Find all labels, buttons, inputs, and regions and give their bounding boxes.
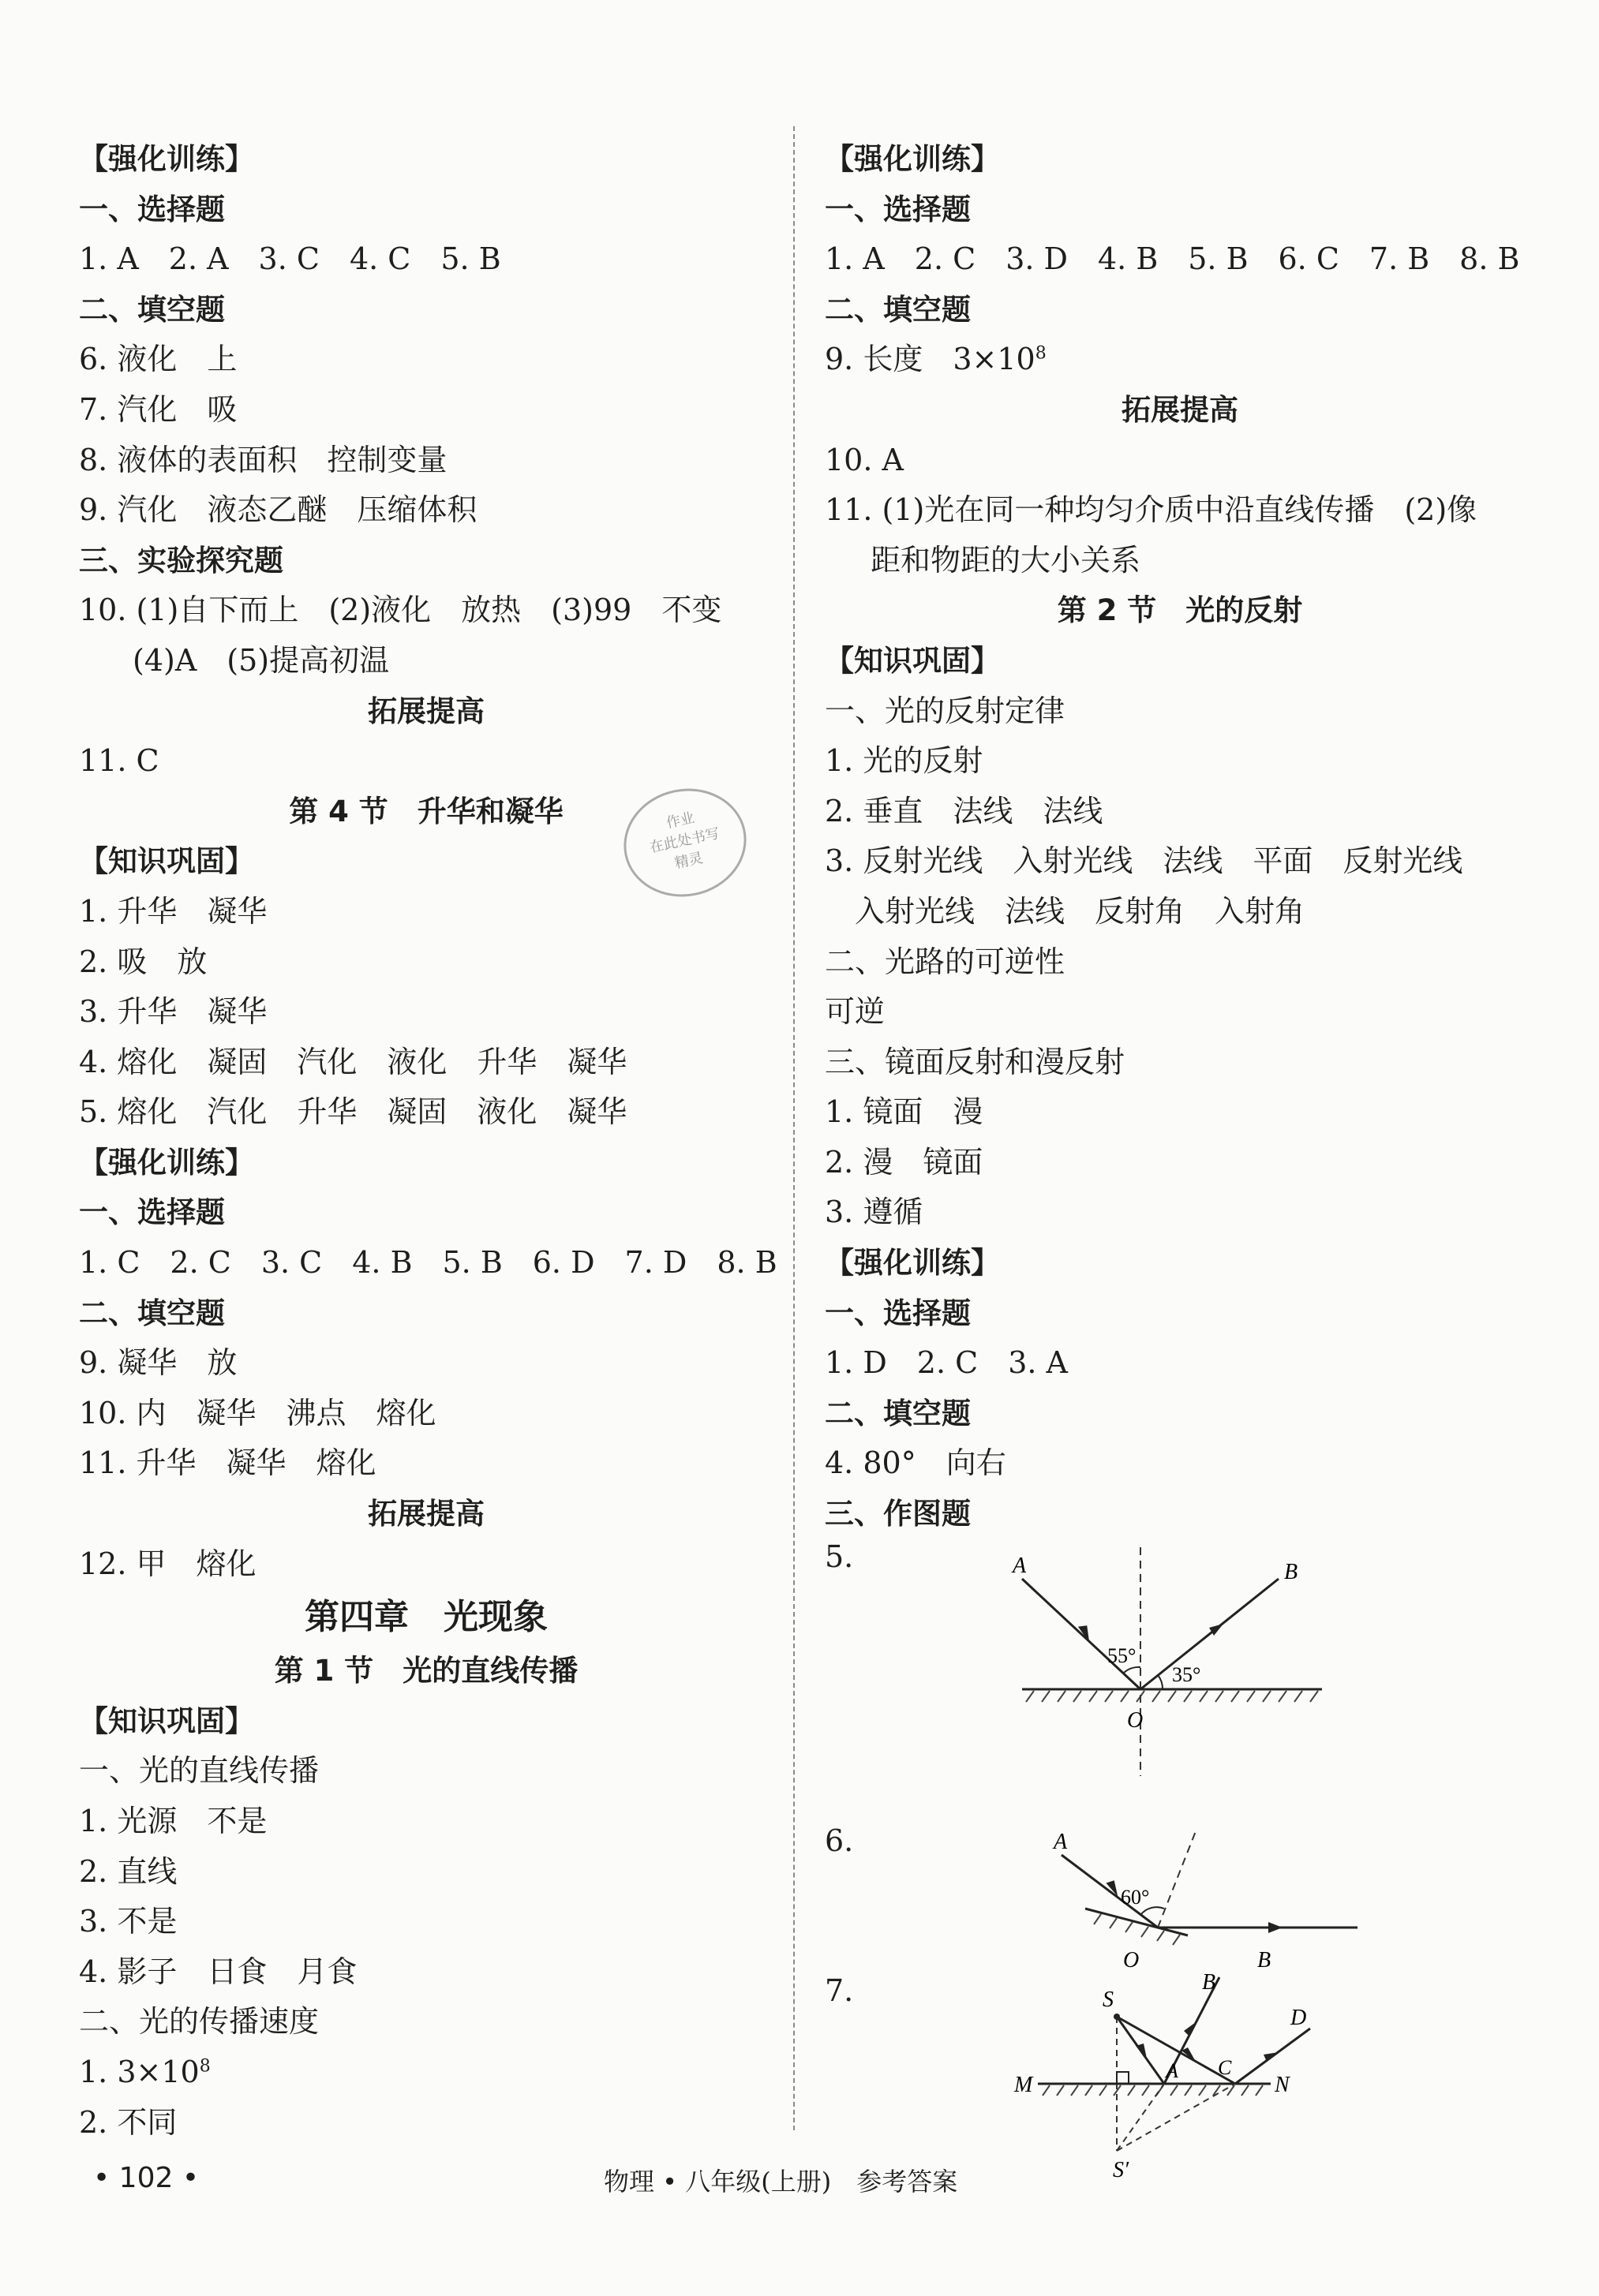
subsection-heading: 二、填空题 [79,292,225,327]
extension-heading: 拓展提高 [368,694,485,728]
subsection-heading: 一、光的反射定律 [825,693,1065,728]
figure-reflection-7 [825,1973,1535,2178]
answer-line: 1. 镜面 漫 [825,1094,983,1130]
answer-line: 9. 凝华 放 [79,1345,238,1381]
label-B: B [1257,1947,1271,1973]
label-B: B [1284,1559,1298,1584]
chapter-title: 第四章 光现象 [305,1597,548,1638]
answer-line: 9. 汽化 液态乙醚 压缩体积 [79,492,477,528]
figure-reflection-6 [825,1823,1535,1973]
section-heading: 【知识巩固】 [825,643,1000,678]
stamp-text: 作业 [665,810,696,832]
angle-60: 60° [1121,1885,1150,1909]
subsection-heading: 一、光的直线传播 [79,1753,320,1789]
page-number: • 102 • [93,2162,200,2194]
label-D: D [1290,2005,1307,2030]
figure-number: 7. [825,1973,854,2008]
label-O: O [1123,1947,1140,1973]
answer-line: 5. 熔化 汽化 升华 凝固 液化 凝华 [79,1094,627,1130]
label-N: N [1275,2072,1290,2097]
answer-line: 1. D 2. C 3. A [825,1345,1068,1381]
answer-line: 1. A 2. A 3. C 4. C 5. B [79,241,501,277]
answer-text: 9. 长度 3×10 [825,342,1035,377]
answer-line: 10. 内 凝华 沸点 熔化 [79,1395,436,1430]
subsection-heading: 二、填空题 [825,292,971,327]
subsection-heading: 二、光路的可逆性 [825,944,1065,979]
answer-line: 3. 反射光线 入射光线 法线 平面 反射光线 [825,843,1463,879]
label-O: O [1127,1707,1144,1733]
answer-line: 1. A 2. C 3. D 4. B 5. B 6. C 7. B 8. B [825,241,1520,277]
figure-number: 5. [825,1539,854,1574]
label-B: B [1202,1973,1216,1995]
answer-line: 1. 光源 不是 [79,1804,268,1838]
answer-line: 10. A [825,442,904,477]
section-title: 第 4 节 升华和凝华 [289,794,564,828]
label-S-prime: S′ [1113,2157,1129,2178]
angle-55: 55° [1107,1643,1137,1667]
angle-35: 35° [1172,1662,1201,1686]
subsection-heading: 三、镜面反射和漫反射 [825,1044,1125,1079]
answer-line: 12. 甲 熔化 [79,1546,257,1581]
extension-heading: 拓展提高 [1122,392,1238,427]
answer-line: 2. 漫 镜面 [825,1144,983,1180]
section-heading: 【强化训练】 [79,1145,254,1180]
mirror-image-diagram [825,1973,1535,2178]
subsection-heading: 三、作图题 [825,1497,971,1531]
answer-line: 3. 不是 [79,1904,178,1939]
stamp-text: 在此处书写 [648,825,721,857]
subsection-heading: 二、填空题 [79,1296,225,1330]
extension-heading: 拓展提高 [368,1497,485,1531]
answer-line: 8. 液体的表面积 控制变量 [79,442,447,477]
subsection-heading: 二、填空题 [825,1396,971,1430]
label-A: A [1166,2059,1178,2082]
answer-line: (4)A (5)提高初温 [133,642,390,678]
section-heading: 【知识巩固】 [79,844,254,879]
answer-line: 距和物距的大小关系 [871,542,1141,578]
answer-line: 3. 遵循 [825,1195,923,1230]
label-A: A [1054,1829,1068,1854]
answer-line: 可逆 [825,994,886,1030]
answer-line [79,2047,773,2098]
subsection-heading: 一、选择题 [79,1195,225,1230]
section-heading: 【强化训练】 [825,1246,1000,1281]
answer-line [825,335,1535,385]
reflection-diagram [825,1823,1535,1973]
answer-line: 4. 熔化 凝固 汽化 液化 升华 凝华 [79,1044,627,1079]
answer-line: 3. 升华 凝华 [79,994,268,1030]
subsection-heading: 一、选择题 [825,192,971,226]
section-heading: 【知识巩固】 [79,1703,254,1738]
exponent: 8 [199,2056,211,2077]
answer-text: 1. 3×10 [79,2054,200,2089]
subsection-heading: 一、选择题 [825,1296,971,1330]
answer-line: 11. (1)光在同一种均匀介质中沿直线传播 (2)像 [825,492,1477,528]
answer-line: 2. 吸 放 [79,944,208,979]
answer-line: 11. C [79,743,159,779]
answer-line: 4. 影子 日食 月食 [79,1954,358,1989]
answer-line: 1. C 2. C 3. C 4. B 5. B 6. D 7. D 8. B [79,1245,777,1281]
answer-line: 6. 液化 上 [79,342,238,377]
answer-line: 1. 光的反射 [825,743,983,779]
answer-line: 10. (1)自下而上 (2)液化 放热 (3)99 不变 [79,593,722,628]
column-divider [793,126,795,2130]
answer-line: 2. 垂直 法线 法线 [825,793,1103,828]
answer-line: 1. 升华 凝华 [79,893,268,929]
answer-line: 2. 不同 [79,2104,178,2140]
label-S: S [1103,1987,1114,2012]
subsection-heading: 二、光的传播速度 [79,2004,320,2040]
left-column [79,134,777,2148]
label-A: A [1013,1553,1027,1578]
section-heading: 【强化训练】 [79,142,254,176]
figure-number: 6. [825,1823,854,1858]
reflection-diagram [825,1539,1535,1823]
section-title: 第 2 节 光的反射 [1057,593,1303,628]
label-C: C [1218,2055,1232,2079]
exponent: 8 [1035,343,1047,364]
section-heading: 【强化训练】 [825,142,1000,176]
label-M: M [1014,2072,1033,2097]
stamp-text: 精灵 [673,849,705,872]
section-title: 第 1 节 光的直线传播 [274,1654,579,1688]
subsection-heading: 一、选择题 [79,192,225,226]
answer-line: 11. 升华 凝华 熔化 [79,1445,376,1481]
answer-line: 4. 80° 向右 [825,1445,1006,1481]
subsection-heading: 三、实验探究题 [79,543,283,578]
answer-line: 入射光线 法线 反射角 入射角 [855,893,1305,929]
figure-reflection-5 [825,1539,1535,1823]
right-column [825,134,1535,2178]
answer-line: 2. 直线 [79,1853,178,1889]
answer-line: 7. 汽化 吸 [79,391,238,427]
footer-title: 物理 • 八年级(上册) 参考答案 [604,2167,958,2197]
